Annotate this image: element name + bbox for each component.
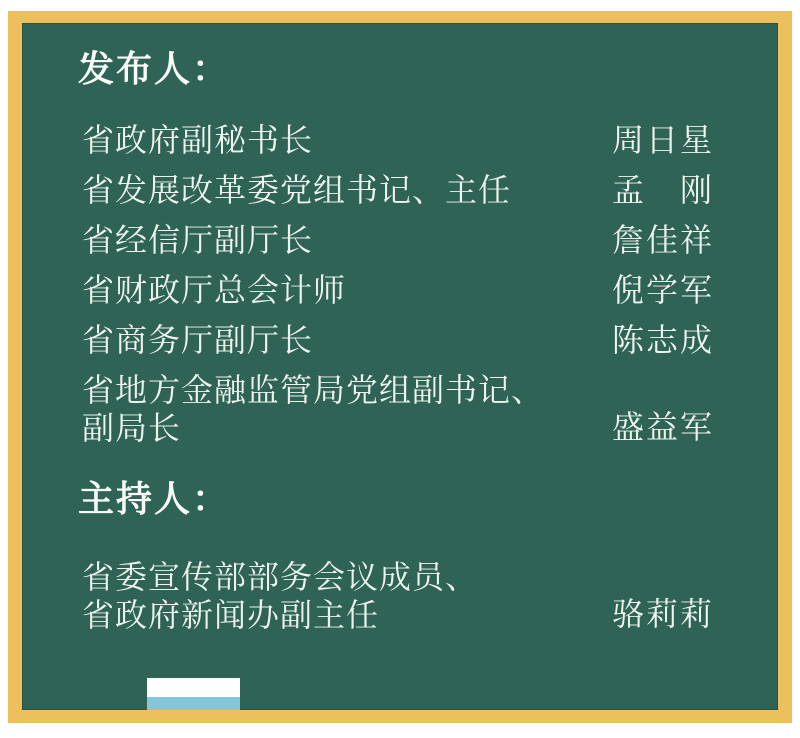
publishers-heading: 发布人： [78,48,231,89]
publisher-row-title-line1: 省地方金融监管局党组副书记、 [82,372,545,408]
publisher-row-name: 孟 刚 [612,172,715,208]
publisher-row-title: 省政府副秘书长 [82,122,314,158]
publisher-row-title: 省经信厅副厅长 [82,222,314,258]
host-row-title-line1: 省委宣传部部务会议成员、 [82,559,479,595]
publisher-row-name: 盛益军 [612,409,715,445]
host-row-name: 骆莉莉 [612,596,715,632]
chalkboard-panel [22,23,778,710]
publisher-row-name: 周日星 [612,122,715,158]
partial-graphic-white-bar [147,678,240,697]
partial-graphic [147,678,240,710]
publisher-row-title-line2: 副局长 [82,410,182,446]
publisher-row-title: 省商务厅副厅长 [82,322,314,358]
publisher-row-name: 詹佳祥 [612,222,715,258]
publisher-row-title [82,371,544,447]
gold-frame [8,11,792,723]
publisher-row-title: 省发展改革委党组书记、主任 [82,172,512,208]
publisher-row-name: 倪学军 [612,272,715,308]
partial-graphic-blue-bar [147,697,240,710]
host-row-title [82,558,478,634]
host-row-title-line2: 省政府新闻办副主任 [82,597,380,633]
publisher-row-name: 陈志成 [612,322,715,358]
publisher-row-title: 省财政厅总会计师 [82,272,347,308]
host-heading: 主持人： [78,478,231,519]
